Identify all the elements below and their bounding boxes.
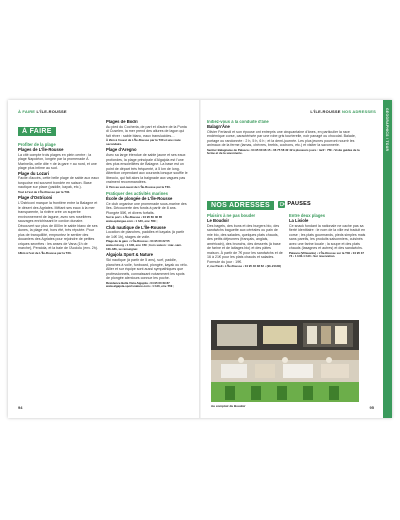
top-entry (207, 120, 367, 168)
side-tab-label: GEOGRAPHICS / TOUR (385, 108, 389, 152)
photo-caption: Au comptoir du Boudoir (211, 404, 246, 408)
entry-kicker: Entre deux plages (289, 213, 326, 218)
boudoir-photo (211, 320, 359, 402)
entry-title: Algajola Sport & Nature (106, 252, 153, 258)
entry-body: Des bagels, des buns et des burgers bio, des sandwichs baguette aux céréales ou pain de mie bio, des salades, quelques plats chauds, des petits déjeuners (français, anglais, américain), des brunchs, des desserts (à base de farine et de laitages bio) et des pâtes maison. À partir de 7€ pour les sandwichs et de 16 à 21€ pour les plats chauds et salades. Formule du jour : 19€. (207, 223, 283, 264)
pause-column-left (207, 214, 283, 271)
entry-body: Au pied du Cocheria, de part et d'autre de la Punta di Cuselen, la mer prend des allures de lagon qui fait rêver : sable blanc, eaux translucides… (106, 124, 187, 138)
entry-body: L'Ostriconi marque la frontière entre la Balagne et le désert des Agriates. Mêlant ses eaux à la mer transparente, la rivière crée un superbe environnement de lagune, avec ses roselières sauvages enrichissant le cordon dunaire. Découvert sur plus de 800m le sable blanc de ses dunes, la plage est, hors été, très réputée. Pour plus de tranquillité, empruntez le sentier des douaniers des Agriates pour rejoindre de petites criques secrètes : les anses de Vana (1h de marche), Peraiola, et la baie de l'Acciolu (env. 2h). (18, 201, 98, 251)
running-head-left (18, 109, 67, 114)
page-number-right: 95 (369, 405, 374, 410)
running-head-section: NOS ADRESSES (341, 109, 376, 114)
entry-title: Plage d'Aregno (106, 147, 137, 153)
entry-title: Club nautique de L'Île-Rousse (106, 224, 166, 230)
entry-body: Ce snack fondant la nationale ne cache pas sa fierté identitaire : le nom de la ville est traduit en corse ; les plats gourmands, pieds simples mais sans pareils, les produits saisonniers, cuisinés avec une farine locale ; la soupe et des plats chauds (lasagnes et autres) et des sandwichs. (289, 223, 366, 251)
entry-title: Balagn'Âne (207, 123, 230, 129)
entry-kicker: Initiez-vous à la conduite d'âne (207, 120, 269, 124)
entry-kicker: Pratiquer des activités marines (106, 191, 168, 197)
entry-body: Olivier Ferlandi et son épouse ont entrepris une cinquantaine d'ânes, en particulier la race endémique corse, caractérisée par une robe gris tourterelle, noir panagé ou chocolat. Balade, portage ou randonnée : 2 h, 5 h, 6 h ; et la demi-journée. Les plus jeunes pourront nourrir les animaux de la ferme (lamas, chèvres, brebis, cochons, etc.) et visiter la savonnerie. (207, 129, 356, 148)
entry-title: École de plongée de L'Île-Rousse (106, 196, 173, 202)
entry-title: Plage du Lozari (18, 170, 49, 176)
entry-body: Ski nautique (à partir de 5 ans), surf, paddle, planches à voile, funboard, plongée, kayak ou vélo. Allier et sur équipe sont aussi sympathiques que professionnels, connaissant notamment les spots de plongée alentours connue les poche. (106, 258, 188, 281)
pause-header (278, 201, 310, 208)
left-column-2 (106, 120, 188, 402)
entry-title: Plages de L'Île-Rousse (18, 146, 64, 152)
pause-column-right (289, 214, 367, 261)
entry-kicker: Plaisirs à ne pas bouder (207, 213, 256, 218)
entry-info: Plage de la gare • L'Île-Rousse • 04 95 60 22 55 www.cnir.org • 1 h30, env. 15€ ; hors saison : mar.-sam. 10h-18h, se renseigner. (106, 239, 182, 251)
entry-info: Palasca (Villasantu) • L'Île-Rousse sur la T30 • 04 95 37 73 • 1 h30-1 h40 • Sur réservation. (289, 250, 364, 259)
entry-info: À 2km à l'ouest de L'Île-Rousse par la T30 et une route secondaire. (106, 138, 181, 146)
entry-info: 2, rue Paoli • L'Île-Rousse • 04 95 46 38 62 • (9h-21h30) (207, 264, 282, 269)
entry-info: 18km à l'est de L'Île-Rousse par la T30. (18, 250, 72, 255)
entry-body: Location de planches, paddles et kayaks (à partir de 14€ 1h), stages de voile. (106, 230, 185, 239)
running-head-right (310, 109, 376, 114)
running-head-place: L'ÎLE-ROUSSE (36, 109, 67, 114)
entry-body: La cité compte trois plages en plein centre : la plage Napoléon, longée par la promenade À Marinella, celle dite « de la gare » au nord, et une plage plus intime au sud. (18, 152, 97, 171)
entry-title: Plage d'Ostriconi (18, 195, 53, 201)
side-tab (383, 100, 392, 418)
entry (106, 120, 188, 146)
entry (106, 192, 188, 223)
entry-body: Facile d'accès, cette belle plage de sable aux eaux turquoise est souvent bondée en saison. Base nautique sur place (paddle, kayak, etc.). (18, 176, 99, 190)
left-column-1 (18, 120, 100, 402)
pause-row (278, 201, 310, 208)
entry-info: Tout à l'est de L'Île-Rousse par la T30. (18, 189, 71, 194)
running-head-place: L'ÎLE-ROUSSE (310, 109, 341, 114)
boudoir-photo-illustration (211, 320, 359, 402)
addresses-block (207, 194, 367, 316)
running-head-section: À FAIRE (18, 109, 36, 114)
entry-title: La Lisiole (289, 217, 309, 223)
entry-info: Résidence Bella Vista Algajola • 04 95 60 69 87 www.algajola-sportsnature.com • 1 h40, env. 55€ ; (106, 280, 175, 289)
guidebook-spread (8, 100, 392, 418)
entry (106, 253, 188, 288)
page-number-left: 94 (18, 405, 23, 410)
section-title: À FAIRE (18, 127, 56, 136)
entry-body: Ce club organise une promenade sous-marine des îles. Découverte des fonds à partir de 8 ans. Plongée 55€, et divers forfaits. (106, 201, 187, 215)
entry-body: Avec sa large étendue de sable jaune et ses eaux profondes, la plage principale d'Algajola est l'une des plus ensoleillées de Balagne. La base est un point de départ très fréquenté, à 5 km de long. Attention cependant aux courants lorsque souffle le libeccio, qui fait alors la baignade aux vagues pas vraiment recommandées. (106, 153, 188, 185)
entry (18, 143, 100, 171)
addresses-title: NOS ADRESSES (207, 201, 274, 210)
entry-info: Sur le port • L'Île-Rousse • 04 95 60 36 85 www.eplongee.com • 1 h40, env. 55€ ; (106, 215, 163, 224)
entry-info: À 7km au sud-ouest de L'Île-Rousse par la T30. (106, 184, 171, 189)
cup-icon (278, 201, 285, 208)
left-page (8, 100, 199, 418)
entry (106, 148, 188, 189)
entry-info: Sentier Balagnaise de Palasca • 04 95 60 96 15 • 06 75 58 32 42 à plusieurs jours : tarif : 75€ • Visite guidée de la ferme et de la savonnerie. (207, 147, 360, 156)
pause-label: PAUSES (287, 201, 311, 207)
entry-title: Le Boudoir (207, 217, 230, 223)
right-page (201, 100, 392, 418)
entry-kicker: Profiter de la plage (18, 142, 56, 147)
entry (18, 172, 100, 195)
entry (106, 226, 188, 252)
entry (18, 196, 100, 255)
entry-title: Plages de Bodri (106, 120, 138, 124)
